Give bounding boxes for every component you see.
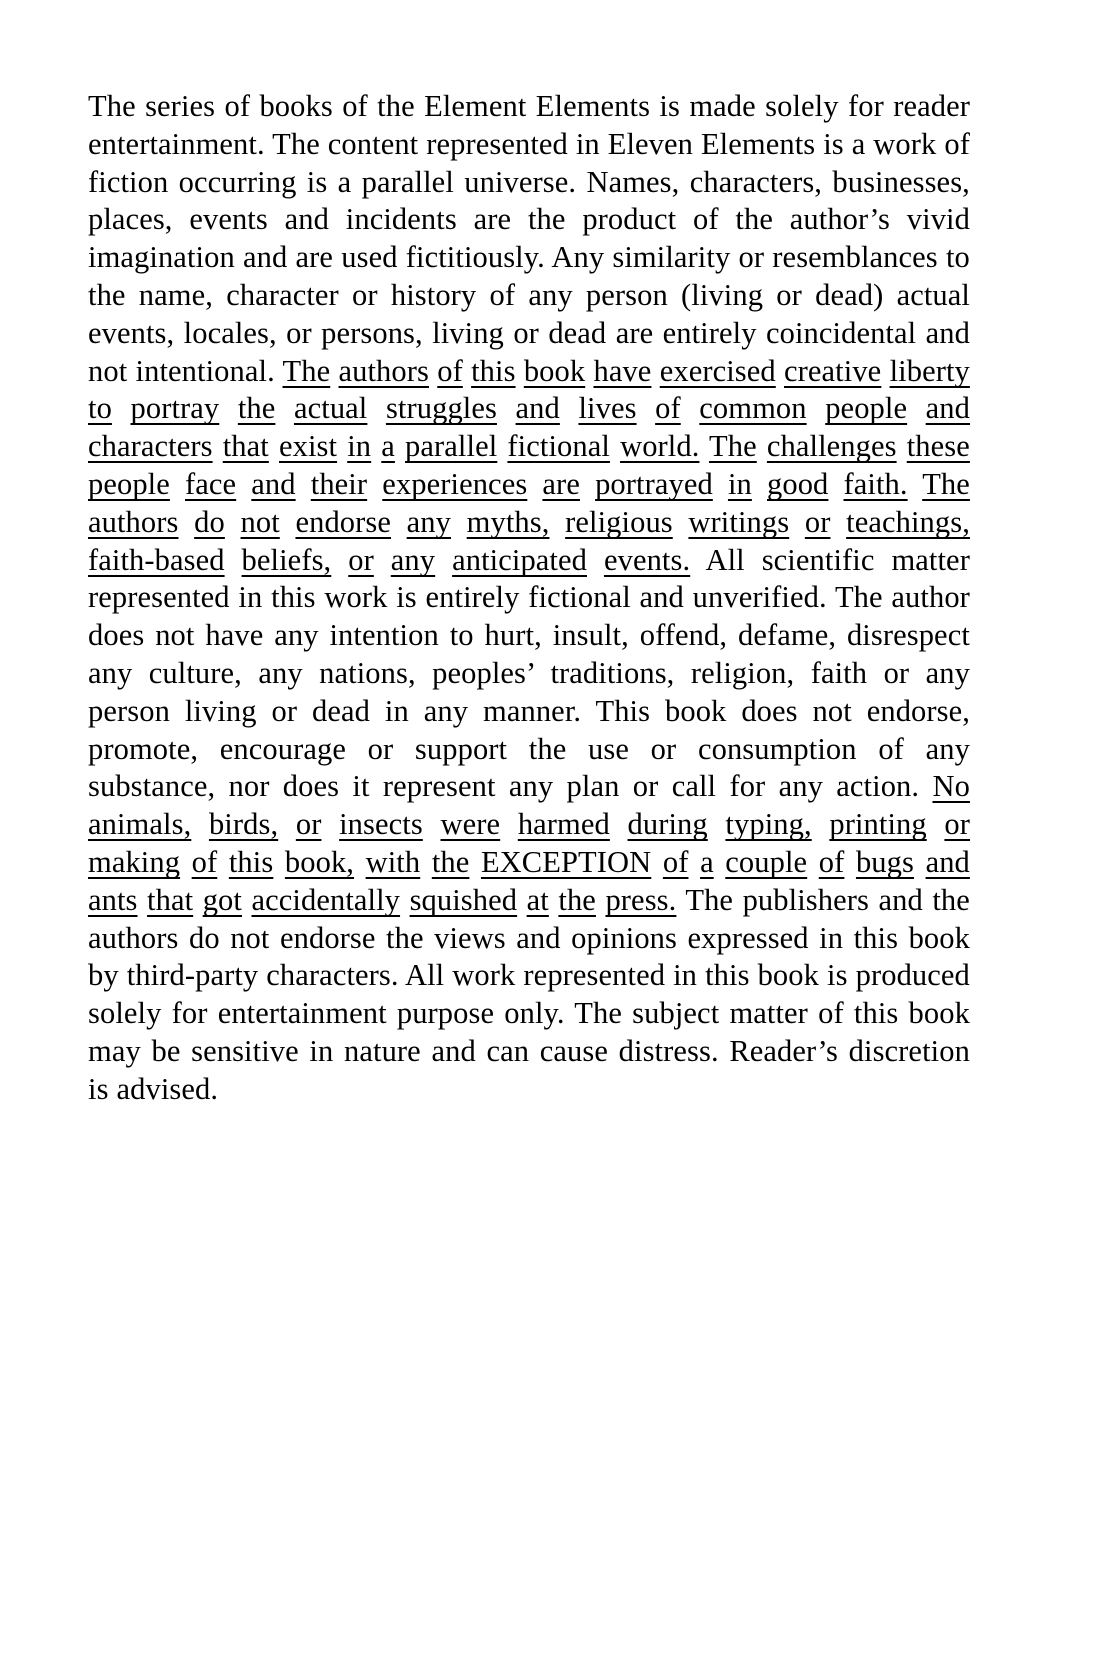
word: the xyxy=(558,882,596,917)
word: nature xyxy=(344,1033,421,1068)
word: book xyxy=(908,996,970,1031)
word: and xyxy=(515,391,560,426)
word: The xyxy=(272,126,320,161)
word: in xyxy=(309,1033,334,1068)
word: a xyxy=(337,164,352,199)
word: faith xyxy=(810,655,868,690)
word: book, xyxy=(284,844,355,879)
word: this xyxy=(853,996,899,1031)
word: and xyxy=(878,882,923,917)
word: The xyxy=(709,429,757,464)
word: the xyxy=(735,202,773,237)
word: places, xyxy=(88,202,173,237)
word: or xyxy=(348,542,374,577)
word: is xyxy=(396,580,417,615)
word: this xyxy=(471,353,516,388)
word: is xyxy=(823,126,844,161)
word: the xyxy=(386,920,424,955)
word: the xyxy=(377,89,415,123)
word: is xyxy=(88,1071,109,1106)
word: produced xyxy=(855,958,970,993)
word: culture, xyxy=(148,655,242,690)
word: Names, xyxy=(586,164,680,199)
disclaimer-paragraph xyxy=(88,88,970,1109)
word: of xyxy=(878,731,904,766)
word: authors xyxy=(338,353,429,388)
word: dead xyxy=(548,315,607,350)
word: that xyxy=(222,429,269,464)
word: by xyxy=(88,958,119,993)
word: face xyxy=(185,466,237,501)
word: characters, xyxy=(689,164,823,199)
word: not xyxy=(88,353,128,388)
word: similarity xyxy=(612,240,731,275)
word: universe. xyxy=(464,164,577,199)
word: in xyxy=(238,580,263,615)
word: nations, xyxy=(319,655,416,690)
word: not xyxy=(812,693,852,728)
word: books xyxy=(259,89,333,123)
word: typing, xyxy=(725,807,812,842)
word: the xyxy=(431,844,470,879)
word: this xyxy=(853,920,899,955)
word: have xyxy=(593,353,652,388)
word: events. xyxy=(603,542,691,577)
word: or xyxy=(352,277,378,312)
word: be xyxy=(151,1033,181,1068)
word: myths, xyxy=(466,504,550,539)
word: or xyxy=(271,693,298,728)
word: is xyxy=(306,164,328,199)
word: distress. xyxy=(618,1033,719,1068)
word: reader xyxy=(893,89,970,123)
word: fiction xyxy=(88,164,169,199)
word: bugs xyxy=(855,844,914,879)
word: any xyxy=(88,655,133,690)
word: actual xyxy=(293,391,368,426)
word: or xyxy=(804,504,831,539)
word: or xyxy=(738,240,765,275)
word: or xyxy=(632,769,659,804)
word: of xyxy=(342,89,368,123)
word: matter xyxy=(891,542,970,577)
word: insects xyxy=(339,807,423,842)
word: The xyxy=(685,882,734,917)
word: making xyxy=(88,844,181,879)
word: or xyxy=(650,731,677,766)
word: insult, xyxy=(552,618,629,653)
word: action. xyxy=(836,769,920,804)
word: No xyxy=(932,769,970,804)
word: promote, xyxy=(88,731,199,766)
word: for xyxy=(171,996,208,1031)
word: scientific xyxy=(761,542,875,577)
word: The xyxy=(834,580,883,615)
word: any xyxy=(258,655,303,690)
word: businesses, xyxy=(832,164,970,199)
word: intentional. xyxy=(135,353,275,388)
word: expressed xyxy=(687,920,809,955)
word: book xyxy=(757,958,819,993)
word: lives xyxy=(578,391,637,426)
word: consumption xyxy=(697,731,857,766)
word: does xyxy=(282,769,340,804)
word: are xyxy=(542,466,580,501)
word: book xyxy=(665,693,727,728)
word: solely xyxy=(765,89,839,123)
word: represent xyxy=(382,769,496,804)
word: press. xyxy=(605,882,677,917)
word: is xyxy=(827,958,848,993)
word: The xyxy=(922,466,970,501)
word: views xyxy=(434,920,506,955)
word: of xyxy=(944,126,970,161)
word: person xyxy=(88,693,170,728)
word: entertainment xyxy=(217,996,387,1031)
word: common xyxy=(699,391,807,426)
word: of xyxy=(693,202,719,237)
word: in xyxy=(347,429,372,464)
word: advised. xyxy=(116,1071,219,1106)
word: in xyxy=(727,466,752,501)
word: that xyxy=(147,882,194,917)
word: use xyxy=(588,731,629,766)
word: in xyxy=(673,958,698,993)
word: authors xyxy=(88,920,179,955)
word: characters xyxy=(88,429,213,464)
word: have xyxy=(205,618,264,653)
word: this xyxy=(228,844,274,879)
word: faith-based xyxy=(88,542,225,577)
word: of xyxy=(224,89,251,123)
word: third-party xyxy=(126,958,259,993)
word: locales, xyxy=(183,315,277,350)
word: events, xyxy=(88,315,175,350)
word: Any xyxy=(551,240,605,275)
word: the xyxy=(237,391,276,426)
word: coincidental xyxy=(765,315,917,350)
word: challenges xyxy=(766,429,897,464)
word: does xyxy=(741,693,798,728)
word: This xyxy=(595,693,651,728)
word: are xyxy=(615,315,654,350)
word: of xyxy=(655,391,681,426)
word: manner. xyxy=(483,693,582,728)
word: are xyxy=(295,240,334,275)
word: entirely xyxy=(425,580,520,615)
word: can xyxy=(486,1033,530,1068)
word: or xyxy=(513,315,539,350)
word: were xyxy=(440,807,501,842)
word: writings xyxy=(688,504,790,539)
word: the xyxy=(528,731,567,766)
word: any xyxy=(406,504,452,539)
word: author xyxy=(891,580,970,615)
word: experiences xyxy=(382,466,528,501)
word: does xyxy=(88,618,145,653)
word: printing xyxy=(829,807,927,842)
word: author’s xyxy=(789,202,890,237)
word: call xyxy=(671,769,717,804)
word: name, xyxy=(138,277,213,312)
word: teachings, xyxy=(846,504,970,539)
word: and xyxy=(639,580,684,615)
word: fictional xyxy=(528,580,631,615)
word: made xyxy=(689,89,756,123)
word: Eleven xyxy=(607,126,693,161)
word: defame, xyxy=(737,618,837,653)
word: only. xyxy=(504,996,565,1031)
word: not xyxy=(240,504,280,539)
word: purpose xyxy=(396,996,495,1031)
word: publishers xyxy=(742,882,869,917)
word: support xyxy=(414,731,508,766)
word: any xyxy=(778,769,823,804)
word: liberty xyxy=(889,353,970,388)
word: is xyxy=(659,89,680,123)
word: in xyxy=(819,920,844,955)
word: at xyxy=(526,882,549,917)
word: parallel xyxy=(405,429,498,464)
word: endorse xyxy=(295,504,392,539)
word: vivid xyxy=(906,202,970,237)
word: history xyxy=(390,277,477,312)
word: Element xyxy=(424,89,527,123)
word: character xyxy=(226,277,339,312)
word: offend, xyxy=(639,618,728,653)
word: plan xyxy=(566,769,620,804)
word: in xyxy=(384,693,409,728)
word: world. xyxy=(620,429,700,464)
word: the xyxy=(932,882,970,917)
word: struggles xyxy=(385,391,497,426)
word: peoples’ xyxy=(432,655,535,690)
word: do xyxy=(194,504,225,539)
word: sensitive xyxy=(191,1033,299,1068)
word: the xyxy=(88,277,126,312)
word: (living xyxy=(681,277,764,312)
word: All xyxy=(705,542,745,577)
word: series xyxy=(145,89,216,123)
word: or xyxy=(286,315,312,350)
word: and xyxy=(251,466,296,501)
word: book xyxy=(523,353,586,388)
word: discretion xyxy=(848,1033,970,1068)
word: animals, xyxy=(88,807,192,842)
word: of xyxy=(818,996,844,1031)
word: living xyxy=(184,693,257,728)
word: work xyxy=(324,580,388,615)
word: not xyxy=(155,618,195,653)
word: to xyxy=(88,391,112,426)
word: are xyxy=(473,202,512,237)
word: content xyxy=(327,126,419,161)
disclaimer-segment-intro xyxy=(88,89,970,388)
word: product xyxy=(582,202,677,237)
word: endorse xyxy=(279,920,376,955)
word: birds, xyxy=(208,807,279,842)
word: hurt, xyxy=(484,618,542,653)
disclaimer-segment-middle xyxy=(88,543,970,804)
word: imagination xyxy=(88,240,235,275)
word: any xyxy=(925,655,970,690)
word: work xyxy=(873,126,937,161)
word: this xyxy=(705,958,750,993)
word: a xyxy=(700,844,714,879)
word: religious xyxy=(565,504,673,539)
word: these xyxy=(906,429,970,464)
word: dead xyxy=(312,693,371,728)
word: Elements xyxy=(700,126,816,161)
word: entirely xyxy=(662,315,757,350)
word: their xyxy=(310,466,368,501)
word: and xyxy=(242,240,288,275)
word: occurring xyxy=(178,164,297,199)
word: exist xyxy=(278,429,338,464)
word: any xyxy=(508,769,554,804)
word: for xyxy=(847,89,884,123)
word: any xyxy=(925,731,970,766)
word: may xyxy=(88,1033,141,1068)
word: and xyxy=(925,391,971,426)
word: of xyxy=(191,844,218,879)
word: events xyxy=(189,202,268,237)
word: to xyxy=(945,240,970,275)
word: of xyxy=(818,844,845,879)
word: the xyxy=(527,202,566,237)
word: and xyxy=(925,844,970,879)
word: and xyxy=(431,1033,476,1068)
word: or xyxy=(776,277,802,312)
word: exercised xyxy=(659,353,776,388)
word: in xyxy=(575,126,600,161)
word: characters. xyxy=(266,958,399,993)
word: any xyxy=(423,693,469,728)
word: nor xyxy=(228,769,270,804)
word: of xyxy=(437,353,463,388)
word: EXCEPTION xyxy=(480,844,652,879)
word: fictional xyxy=(507,429,610,464)
word: actual xyxy=(896,277,970,312)
word: people xyxy=(88,466,170,501)
word: represented xyxy=(426,126,568,161)
word: matter xyxy=(729,996,808,1031)
word: intention xyxy=(329,618,439,653)
word: substance, xyxy=(88,769,216,804)
word: couple xyxy=(725,844,808,879)
word: All xyxy=(404,958,445,993)
word: living xyxy=(432,315,504,350)
word: work xyxy=(452,958,516,993)
word: do xyxy=(189,920,220,955)
word: book xyxy=(908,920,970,955)
word: or xyxy=(944,807,971,842)
word: portrayed xyxy=(595,466,713,501)
word: a xyxy=(381,429,395,464)
word: unverified. xyxy=(692,580,827,615)
word: entertainment. xyxy=(88,126,265,161)
word: disrespect xyxy=(846,618,970,653)
word: religion, xyxy=(690,655,795,690)
word: represented xyxy=(88,580,230,615)
word: and xyxy=(516,920,561,955)
word: people xyxy=(825,391,908,426)
word: for xyxy=(729,769,766,804)
word: to xyxy=(449,618,474,653)
word: Reader’s xyxy=(729,1033,838,1068)
word: traditions, xyxy=(550,655,675,690)
word: incidents xyxy=(345,202,457,237)
word: any xyxy=(274,618,319,653)
word: The xyxy=(574,996,622,1031)
word: and xyxy=(925,315,970,350)
word: or xyxy=(295,807,322,842)
word: used xyxy=(341,240,398,275)
word: and xyxy=(284,202,329,237)
word: of xyxy=(489,277,516,312)
word: it xyxy=(352,769,370,804)
word: not xyxy=(230,920,270,955)
word: parallel xyxy=(361,164,454,199)
word: or xyxy=(367,731,394,766)
word: beliefs, xyxy=(241,542,332,577)
word: anticipated xyxy=(452,542,587,577)
word: endorse, xyxy=(866,693,970,728)
word: harmed xyxy=(517,807,610,842)
word: authors xyxy=(88,504,179,539)
word: solely xyxy=(88,996,162,1031)
word: squished xyxy=(409,882,518,917)
word: during xyxy=(627,807,708,842)
word: a xyxy=(851,126,866,161)
word: with xyxy=(365,844,421,879)
word: this xyxy=(271,580,316,615)
word: encourage xyxy=(219,731,346,766)
word: dead) xyxy=(815,277,884,312)
word: ants xyxy=(88,882,138,917)
word: accidentally xyxy=(251,882,401,917)
word: person xyxy=(585,277,668,312)
word: Elements xyxy=(535,89,651,123)
word: fictitiously. xyxy=(405,240,545,275)
word: persons, xyxy=(321,315,423,350)
word: got xyxy=(202,882,242,917)
word: represented xyxy=(523,958,666,993)
word: cause xyxy=(539,1033,608,1068)
word: good xyxy=(767,466,829,501)
word: faith. xyxy=(843,466,908,501)
word: any xyxy=(528,277,573,312)
word: creative xyxy=(784,353,882,388)
word: resemblances xyxy=(772,240,938,275)
word: of xyxy=(662,844,689,879)
word: opinions xyxy=(571,920,677,955)
word: portray xyxy=(130,391,220,426)
word: any xyxy=(390,542,436,577)
word: or xyxy=(883,655,910,690)
word: subject xyxy=(632,996,720,1031)
word: The xyxy=(282,353,331,388)
word: The xyxy=(88,89,136,123)
